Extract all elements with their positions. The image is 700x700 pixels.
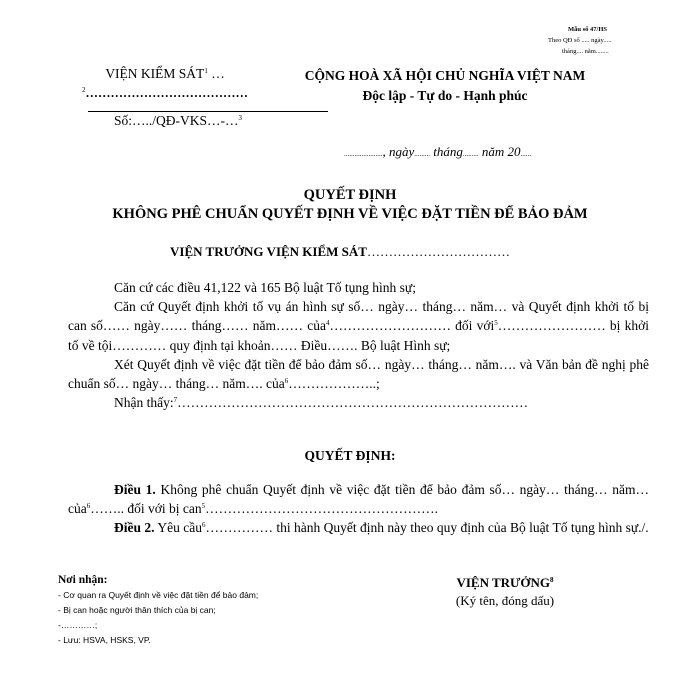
footnote-2: 2 bbox=[82, 86, 86, 94]
document-body bbox=[68, 278, 649, 412]
sub-agency-line: $^2$………………………………… bbox=[82, 86, 248, 100]
prosecution-basis-paragraph: Căn cứ Quyết định khởi tố vụ án hình sự số… ngày… tháng… năm… và Quyết định khởi tố bị can số…… ngày…… tháng…… năm…… của$^4$……………………… đối với$^5$…………………… bị khởi tố về tội………… quy định tại khoản…… Điều……. Bộ luật Hình sự; bbox=[68, 299, 650, 353]
signature-block bbox=[420, 575, 590, 609]
form-code-reference: Theo QĐ số ..... ngày..... bbox=[548, 37, 612, 44]
footnote-8: 8 bbox=[550, 576, 554, 584]
national-header bbox=[300, 68, 590, 104]
form-code-date: tháng.... năm........ bbox=[562, 48, 609, 55]
decision-number: Số:…../QĐ-VKS…-…$^3$ bbox=[114, 113, 243, 128]
recipients-heading: Nơi nhận: bbox=[58, 574, 108, 586]
recipient-item: - Lưu: HSVA, HSKS, VP. bbox=[58, 635, 151, 645]
form-code-number: Mẫu số 47/HS bbox=[568, 26, 608, 33]
recipient-item: - Cơ quan ra Quyết định về việc đặt tiền để bảo đảm; bbox=[58, 590, 259, 600]
footnote-6: 6 bbox=[284, 377, 289, 386]
footnote-1: 1 bbox=[204, 67, 208, 75]
decision-articles bbox=[68, 480, 649, 538]
footnote-5: 5 bbox=[201, 502, 206, 511]
agency-header bbox=[70, 66, 260, 104]
findings-paragraph: Nhận thấy:$^7$…………………………………………………………………… bbox=[114, 395, 529, 411]
footnote-4: 4 bbox=[325, 319, 330, 328]
footnote-7: 7 bbox=[173, 396, 178, 405]
signature-note: (Ký tên, đóng dấu) bbox=[455, 593, 555, 608]
document-title: QUYẾT ĐỊNH bbox=[303, 187, 397, 203]
agency-name: VIỆN KIỂM SÁT$^1$ … bbox=[105, 66, 225, 81]
article-2: Điều 2. Yêu cầu$^6$…………… thi hành Quyết định này theo quy định của Bộ luật Tố tụng hình sự./. bbox=[114, 520, 649, 536]
signer-title: VIỆN TRƯỞNG$^8$ bbox=[456, 575, 554, 590]
footnote-5: 5 bbox=[494, 319, 498, 328]
decision-heading: QUYẾT ĐỊNH: bbox=[304, 448, 396, 463]
director-line: VIỆN TRƯỞNG VIỆN KIỂM SÁT…………………………… bbox=[170, 244, 510, 259]
recipient-item: - Bị can hoặc người thân thích của bị can; bbox=[58, 605, 216, 615]
country-name: CỘNG HOÀ XÃ HỘI CHỦ NGHĨA VIỆT NAM bbox=[304, 68, 586, 83]
national-motto: Độc lập - Tự do - Hạnh phúc bbox=[362, 88, 528, 103]
article-1: Điều 1. Không phê chuẩn Quyết định về việc đặt tiền để bảo đảm số… ngày… tháng… năm… của$^6$…….. đối với bị can$^5$……………………………………………. bbox=[68, 482, 650, 517]
footnote-6: 6 bbox=[86, 502, 91, 511]
document-subtitle: KHÔNG PHÊ CHUẨN QUYẾT ĐỊNH VỀ VIỆC ĐẶT TIỀN ĐỂ BẢO ĐẢM bbox=[112, 206, 588, 222]
footnote-3: 3 bbox=[238, 114, 243, 122]
recipient-item: -…………; bbox=[58, 620, 98, 630]
legal-basis-paragraph: Căn cứ các điều 41,122 và 165 Bộ luật Tố tụng hình sự; bbox=[114, 280, 416, 295]
date-line: ......................, ngày......... tháng......... năm 20...... bbox=[344, 144, 532, 159]
form-code bbox=[548, 24, 688, 57]
header-divider bbox=[88, 111, 328, 112]
consideration-paragraph: Xét Quyết định về việc đặt tiền để bảo đảm số… ngày… tháng… năm…. và Văn bản đề nghị phê chuẩn số… ngày… tháng… năm…. của$^6$………………..; bbox=[68, 356, 649, 392]
recipients-block bbox=[58, 573, 358, 648]
footnote-6: 6 bbox=[201, 521, 206, 530]
